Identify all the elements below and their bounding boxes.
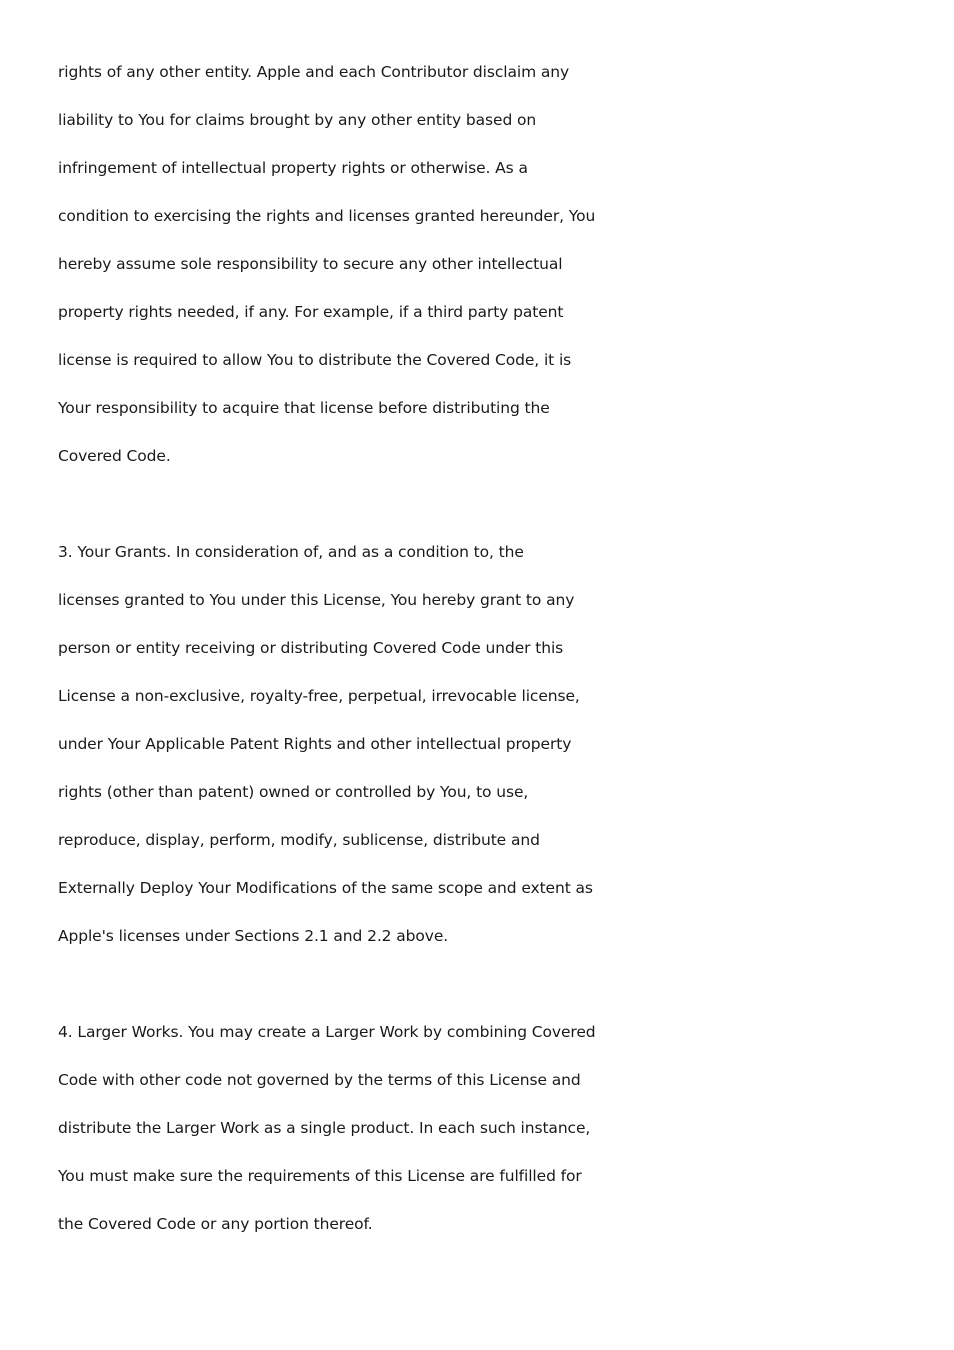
paragraph-gap [58,489,618,537]
paragraph-gap [58,969,618,1017]
text-line: Your responsibility to acquire that license before distributing the [58,399,550,417]
text-line: license is required to allow You to distribute the Covered Code, it is [58,351,572,369]
paragraph-your-grants [58,537,618,969]
text-line: 3. Your Grants. In consideration of, and as a condition to, the [58,543,524,561]
text-line: Apple's licenses under Sections 2.1 and 2.2 above. [58,927,449,945]
text-line: condition to exercising the rights and licenses granted hereunder, You [58,207,596,225]
text-line: liability to You for claims brought by any other entity based on [58,111,537,129]
text-line: rights of any other entity. Apple and each Contributor disclaim any [58,63,570,81]
text-line: distribute the Larger Work as a single product. In each such instance, [58,1119,591,1137]
paragraph-larger-works [58,1017,618,1257]
text-line: the Covered Code or any portion thereof. [58,1215,373,1233]
text-line: 4. Larger Works. You may create a Larger Work by combining Covered [58,1023,596,1041]
text-line: person or entity receiving or distributing Covered Code under this [58,639,564,657]
text-line: rights (other than patent) owned or controlled by You, to use, [58,783,529,801]
text-line: property rights needed, if any. For example, if a third party patent [58,303,564,321]
paragraph-covered-code-rights [58,57,618,489]
text-line: You must make sure the requirements of this License are fulfilled for [58,1167,582,1185]
text-line: hereby assume sole responsibility to secure any other intellectual [58,255,563,273]
text-line: under Your Applicable Patent Rights and other intellectual property [58,735,572,753]
document-page [58,57,618,1257]
text-line: Externally Deploy Your Modifications of the same scope and extent as [58,879,593,897]
text-line: Code with other code not governed by the terms of this License and [58,1071,581,1089]
text-line: licenses granted to You under this License, You hereby grant to any [58,591,575,609]
text-line: Covered Code. [58,447,171,465]
text-line: infringement of intellectual property rights or otherwise. As a [58,159,528,177]
text-line: reproduce, display, perform, modify, sublicense, distribute and [58,831,540,849]
text-line: License a non-exclusive, royalty-free, perpetual, irrevocable license, [58,687,580,705]
